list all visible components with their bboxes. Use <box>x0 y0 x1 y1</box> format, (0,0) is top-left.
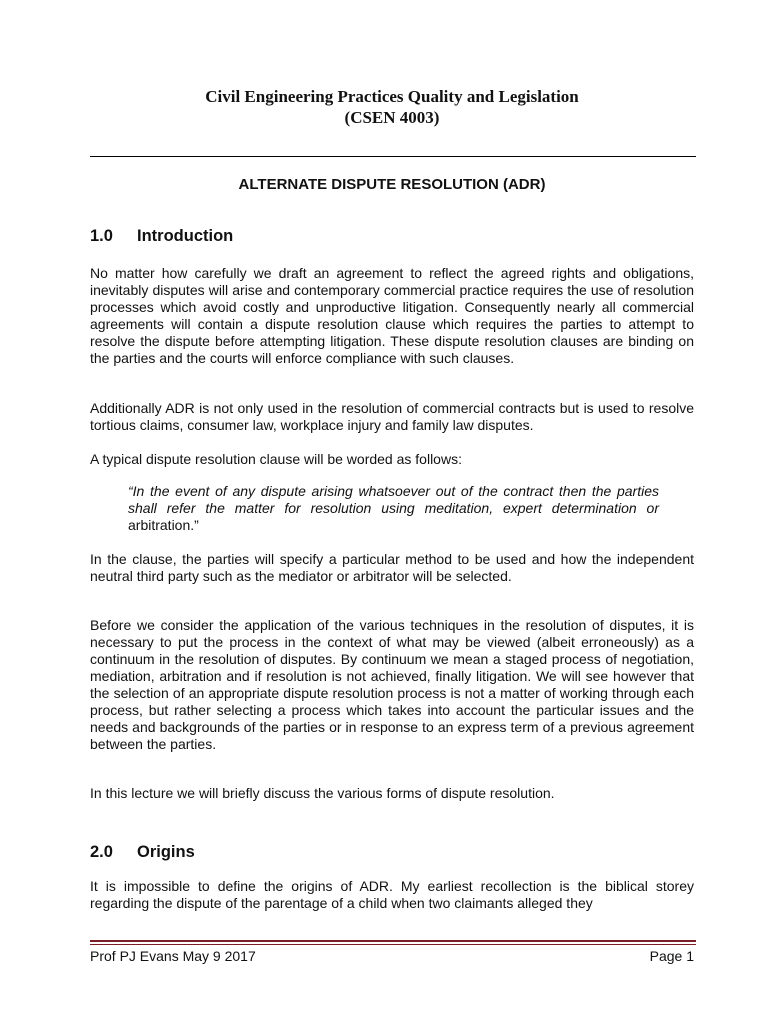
course-title: Civil Engineering Practices Quality and Legislation <box>205 87 579 106</box>
footer-rule-top <box>90 940 696 942</box>
section-title: Origins <box>137 843 195 861</box>
quote-open-mark: “ <box>128 483 133 499</box>
quote-text: In the event of any dispute arising whatsoever out of the contract then the parties shall refer the matter for resolution using meditation, expert determination or <box>128 483 659 516</box>
clause-quote <box>128 483 659 534</box>
section-number: 1.0 <box>90 227 113 245</box>
footer-author-date: Prof PJ Evans May 9 2017 <box>90 948 256 964</box>
paragraph-origins-1: It is impossible to define the origins of ADR. My earliest recollection is the biblical storey regarding the dispute of the parentage of a child when two claimants alleged they <box>90 878 694 911</box>
footer-page-number: Page 1 <box>649 948 694 964</box>
section-title: Introduction <box>137 227 234 245</box>
quote-tail: arbitration.” <box>128 517 199 533</box>
paragraph-intro-5: Before we consider the application of the various techniques in the resolution of disputes, it is necessary to put the process in the context of what may be viewed (albeit erroneously) as a continuum in the resolution of disputes. By continuum we mean a staged process of negotiation, mediation, arbitration and if resolution is not achieved, finally litigation. We will see however that the selection of an appropriate dispute resolution process is not a matter of working through each process, but rather selecting a process which takes into account the particular issues and the needs and backgrounds of the parties or in response to an express term of a previous agreement between the parties. <box>90 617 694 752</box>
paragraph-intro-6: In this lecture we will briefly discuss the various forms of dispute resolution. <box>90 785 555 801</box>
footer-rule-bottom <box>90 944 696 945</box>
course-code: (CSEN 4003) <box>344 108 440 127</box>
document-title: ALTERNATE DISPUTE RESOLUTION (ADR) <box>238 176 546 193</box>
course-header <box>90 86 694 128</box>
section-heading-introduction <box>90 226 694 246</box>
section-heading-origins <box>90 842 694 862</box>
paragraph-intro-2: Additionally ADR is not only used in the resolution of commercial contracts but is used to resolve tortious claims, consumer law, workplace injury and family law disputes. <box>90 400 694 433</box>
section-number: 2.0 <box>90 843 113 861</box>
header-divider <box>90 156 696 157</box>
paragraph-intro-1: No matter how carefully we draft an agreement to reflect the agreed rights and obligations, inevitably disputes will arise and contemporary commercial practice requires the use of resolution processes which avoid costly and unproductive litigation. Consequently nearly all commercial agreements will contain a dispute resolution clause which requires the parties to attempt to resolve the dispute before attempting litigation. These dispute resolution clauses are binding on the parties and the courts will enforce compliance with such clauses. <box>90 265 694 366</box>
paragraph-intro-3: A typical dispute resolution clause will be worded as follows: <box>90 451 462 467</box>
paragraph-intro-4: In the clause, the parties will specify a particular method to be used and how the independent neutral third party such as the mediator or arbitrator will be selected. <box>90 551 694 584</box>
